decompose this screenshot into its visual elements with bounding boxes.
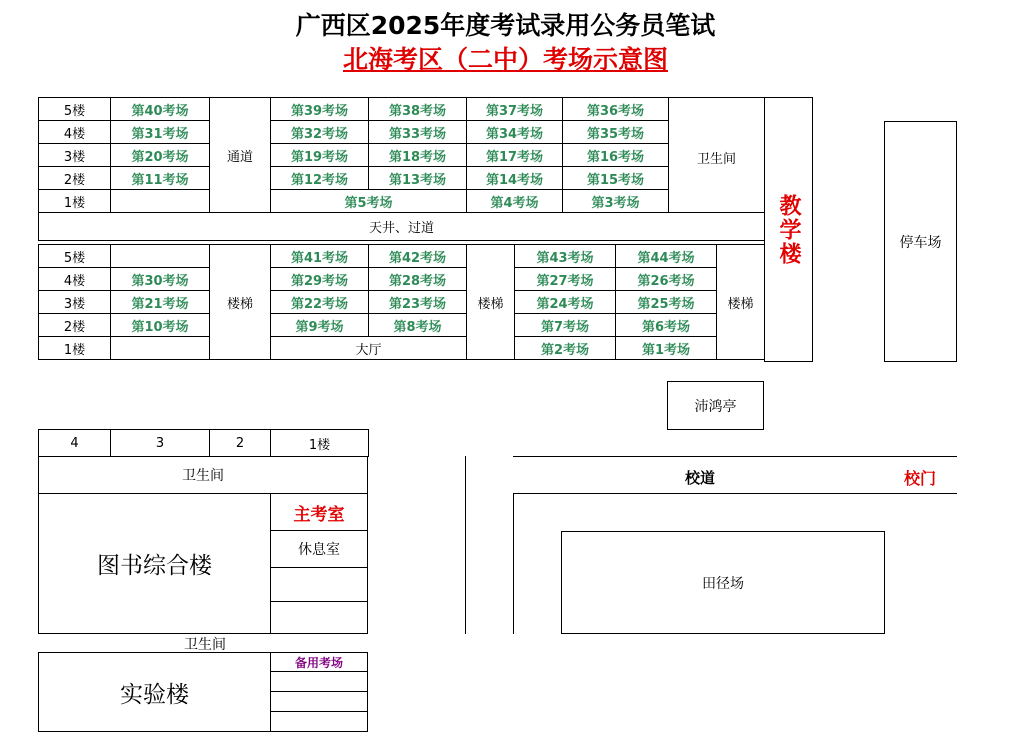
lab-room-blank: [270, 691, 368, 712]
spare-exam-room: [270, 652, 368, 672]
road-left-line: [465, 456, 466, 634]
library-room-blank: [270, 601, 368, 634]
stairs-label: 楼梯: [467, 245, 515, 360]
exam-room: 第36考场: [563, 98, 669, 121]
library-name: 图书综合楼: [97, 553, 212, 579]
exam-room: 第2考场: [515, 337, 616, 360]
floor-label: 5楼: [39, 98, 111, 121]
teaching-building-label: [764, 97, 813, 362]
floor-label: 1楼: [39, 337, 111, 360]
library-building: [38, 493, 271, 634]
exam-room: 第31考场: [111, 121, 210, 144]
exam-room: 第38考场: [369, 98, 467, 121]
exam-room: 第37考场: [467, 98, 563, 121]
floor-label: 3楼: [39, 144, 111, 167]
exam-room: 第24考场: [515, 291, 616, 314]
exam-room: 第29考场: [271, 268, 369, 291]
exam-room: 第32考场: [271, 121, 369, 144]
exam-room: 第18考场: [369, 144, 467, 167]
exam-room: 第44考场: [616, 245, 717, 268]
exam-room: 第20考场: [111, 144, 210, 167]
library-floor-header: [38, 429, 369, 457]
floor-label: 4楼: [39, 268, 111, 291]
exam-room: 第27考场: [515, 268, 616, 291]
floor-label: 5楼: [39, 245, 111, 268]
exam-room: 第5考场: [271, 190, 467, 213]
exam-room: 第26考场: [616, 268, 717, 291]
library-toilet-top: [38, 456, 368, 494]
exam-room: 第15考场: [563, 167, 669, 190]
exam-room: 第14考场: [467, 167, 563, 190]
exam-room: 第12考场: [271, 167, 369, 190]
teaching-building-name: 教学楼: [776, 193, 801, 266]
exam-room: 第21考场: [111, 291, 210, 314]
exam-room: 第22考场: [271, 291, 369, 314]
road-label: 校道: [684, 469, 715, 487]
pavilion: [667, 381, 764, 430]
exam-room: 第42考场: [369, 245, 467, 268]
rest-room: [270, 530, 368, 568]
track-field: [561, 531, 885, 634]
floor-label: 4楼: [39, 121, 111, 144]
exam-room: 第43考场: [515, 245, 616, 268]
exam-room: 第25考场: [616, 291, 717, 314]
atrium-label: 天井、过道: [39, 213, 765, 241]
hall-label: 大厅: [271, 337, 467, 360]
exam-room: 第23考场: [369, 291, 467, 314]
parking-lot: [884, 121, 957, 362]
floor-label: 2楼: [39, 167, 111, 190]
exam-room: 第4考场: [467, 190, 563, 213]
page-title: 广西区2025年度考试录用公务员笔试: [295, 11, 716, 40]
exam-room: 第10考场: [111, 314, 210, 337]
teaching-upper-grid: [38, 97, 765, 241]
stairs-label: 楼梯: [210, 245, 271, 360]
floor-label: 2楼: [39, 314, 111, 337]
exam-room: 第1考场: [616, 337, 717, 360]
exam-room: [111, 337, 210, 360]
library-toilet-bottom-label: 卫生间: [184, 637, 226, 653]
pavilion-label: 沛鸿亭: [694, 398, 737, 415]
exam-room: 第33考场: [369, 121, 467, 144]
library-floor: 3: [111, 430, 210, 457]
stairs-label: 楼梯: [717, 245, 765, 360]
library-floor: 2: [210, 430, 271, 457]
exam-room: 第3考场: [563, 190, 669, 213]
floor-label: 3楼: [39, 291, 111, 314]
rest-room-label: 休息室: [298, 542, 340, 558]
exam-room: [111, 190, 210, 213]
lab-name: 实验楼: [120, 681, 189, 708]
school-gate-label: 校门: [903, 469, 936, 488]
passage-label: 通道: [210, 98, 271, 213]
road-top-line: [513, 456, 957, 457]
exam-room: 第9考场: [271, 314, 369, 337]
exam-room: 第34考场: [467, 121, 563, 144]
floor-label: 1楼: [39, 190, 111, 213]
page-subtitle: 北海考区（二中）考场示意图: [342, 45, 668, 74]
exam-room: 第35考场: [563, 121, 669, 144]
exam-room: 第8考场: [369, 314, 467, 337]
track-field-label: 田径场: [702, 575, 744, 592]
exam-room: 第28考场: [369, 268, 467, 291]
library-toilet-top-label: 卫生间: [182, 468, 224, 484]
lab-room-blank: [270, 671, 368, 692]
exam-room: 第40考场: [111, 98, 210, 121]
library-floor: 4: [39, 430, 111, 457]
exam-room: 第19考场: [271, 144, 369, 167]
parking-label: 停车场: [899, 234, 942, 251]
exam-room: 第17考场: [467, 144, 563, 167]
spare-exam-room-label: 备用考场: [294, 655, 343, 670]
exam-room: 第6考场: [616, 314, 717, 337]
library-room-blank: [270, 567, 368, 602]
exam-room: 第11考场: [111, 167, 210, 190]
exam-room: 第30考场: [111, 268, 210, 291]
track-left-line: [513, 493, 514, 634]
main-exam-office-label: 主考室: [293, 504, 345, 525]
exam-room: 第41考场: [271, 245, 369, 268]
exam-room: 第39考场: [271, 98, 369, 121]
exam-room: 第13考场: [369, 167, 467, 190]
teaching-lower-grid: [38, 244, 765, 360]
lab-building: [38, 652, 271, 732]
lab-room-blank: [270, 711, 368, 732]
library-floor: 1楼: [271, 430, 369, 457]
exam-room: 第16考场: [563, 144, 669, 167]
exam-room: 第7考场: [515, 314, 616, 337]
main-exam-office: [270, 493, 368, 531]
road-bottom-line: [513, 493, 957, 494]
toilet-label: 卫生间: [669, 98, 765, 213]
exam-room: [111, 245, 210, 268]
